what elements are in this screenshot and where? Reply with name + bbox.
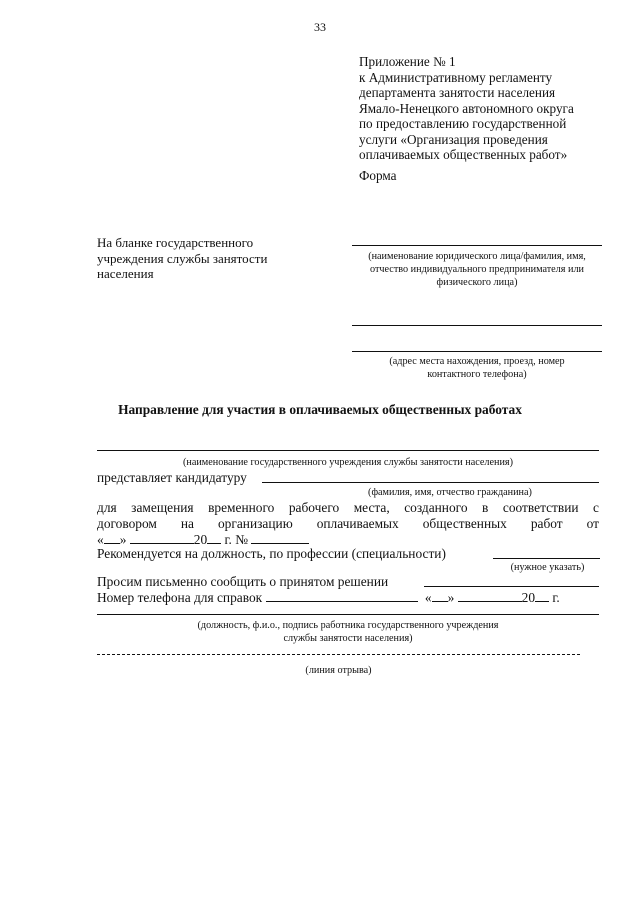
year-prefix: 20 bbox=[521, 590, 536, 605]
caption-line: (должность, ф.и.о., подпись работника государственного учреждения bbox=[197, 620, 499, 631]
position-field[interactable] bbox=[493, 558, 600, 559]
year-suffix: г. bbox=[552, 590, 560, 605]
issuer-line: На бланке государственного bbox=[97, 235, 254, 250]
appendix-line: услуги «Организация проведения bbox=[359, 131, 548, 147]
request-decision-label: Просим письменно сообщить о принятом решении bbox=[97, 574, 389, 589]
appendix-line: оплачиваемых общественных работ» bbox=[359, 147, 568, 162]
caption-line: службы занятости населения) bbox=[283, 633, 413, 644]
quote-close: » bbox=[447, 590, 455, 605]
issuer-block bbox=[97, 235, 307, 282]
appendix-line: Ямало-Ненецкого автономного округа bbox=[359, 100, 574, 116]
institution-name-field[interactable] bbox=[97, 450, 599, 451]
recipient-address-field-2[interactable] bbox=[352, 351, 602, 352]
document-title: Направление для участия в оплачиваемых общественных работах bbox=[118, 402, 522, 417]
institution-caption: (наименование государственного учреждения службы занятости населения) bbox=[182, 457, 514, 468]
page-number: 33 bbox=[314, 20, 326, 34]
issuer-line: учреждения службы занятости bbox=[97, 250, 268, 266]
issuer-line: населения bbox=[97, 266, 154, 281]
appendix-line: к Административному регламенту bbox=[359, 69, 553, 85]
signature-field[interactable] bbox=[97, 614, 599, 615]
appendix-line: департамента занятости населения bbox=[359, 85, 556, 100]
caption-line: (адрес места нахождения, проезд, номер bbox=[389, 356, 565, 367]
candidate-name-field[interactable] bbox=[262, 482, 599, 483]
recipient-address-caption bbox=[352, 355, 602, 381]
phone-month-field[interactable] bbox=[458, 589, 522, 602]
appendix-line: Приложение № 1 bbox=[359, 54, 456, 69]
quote-close: » bbox=[119, 532, 127, 547]
citizen-caption: (фамилия, имя, отчество гражданина) bbox=[368, 487, 532, 498]
recipient-name-field[interactable] bbox=[352, 245, 602, 246]
indicate-caption: (нужное указать) bbox=[510, 562, 585, 573]
contract-day-field[interactable] bbox=[104, 531, 120, 544]
caption-line: (наименование юридического лица/фамилия, имя, bbox=[368, 251, 586, 262]
caption-line: контактного телефона) bbox=[427, 369, 527, 380]
caption-line: отчество индивидуального предпринимателя или bbox=[370, 264, 584, 275]
phone-field[interactable] bbox=[266, 589, 418, 602]
contract-number-field[interactable] bbox=[251, 531, 309, 544]
presents-candidate-label: представляет кандидатуру bbox=[97, 470, 247, 485]
paragraph-line-2: договором на организацию оплачиваемых общественных работ от bbox=[97, 516, 599, 531]
quote-open: « bbox=[97, 532, 104, 547]
phone-row bbox=[97, 589, 560, 606]
contract-month-field[interactable] bbox=[130, 531, 194, 544]
contract-year-field[interactable] bbox=[207, 531, 221, 544]
paragraph-line-1: для замещения временного рабочего места, созданного в соответствии с bbox=[97, 500, 599, 515]
tear-line-caption: (линия отрыва) bbox=[305, 665, 372, 676]
recipient-address-field-1[interactable] bbox=[352, 325, 602, 326]
phone-day-field[interactable] bbox=[432, 589, 448, 602]
decision-field[interactable] bbox=[424, 586, 599, 587]
quote-open: « bbox=[424, 590, 432, 605]
caption-line: физического лица) bbox=[436, 277, 518, 288]
year-suffix: г. № bbox=[224, 532, 248, 547]
appendix-line: по предоставлению государственной bbox=[359, 116, 567, 131]
appendix-header bbox=[359, 54, 609, 163]
year-prefix: 20 bbox=[193, 532, 208, 547]
form-label: Форма bbox=[359, 168, 397, 183]
recipient-name-caption bbox=[333, 250, 621, 289]
signature-caption bbox=[97, 619, 599, 645]
phone-year-field[interactable] bbox=[535, 589, 549, 602]
phone-label: Номер телефона для справок bbox=[97, 590, 263, 605]
tear-line bbox=[97, 654, 580, 655]
recommended-position-label: Рекомендуется на должность, по профессии (специальности) bbox=[97, 546, 446, 561]
